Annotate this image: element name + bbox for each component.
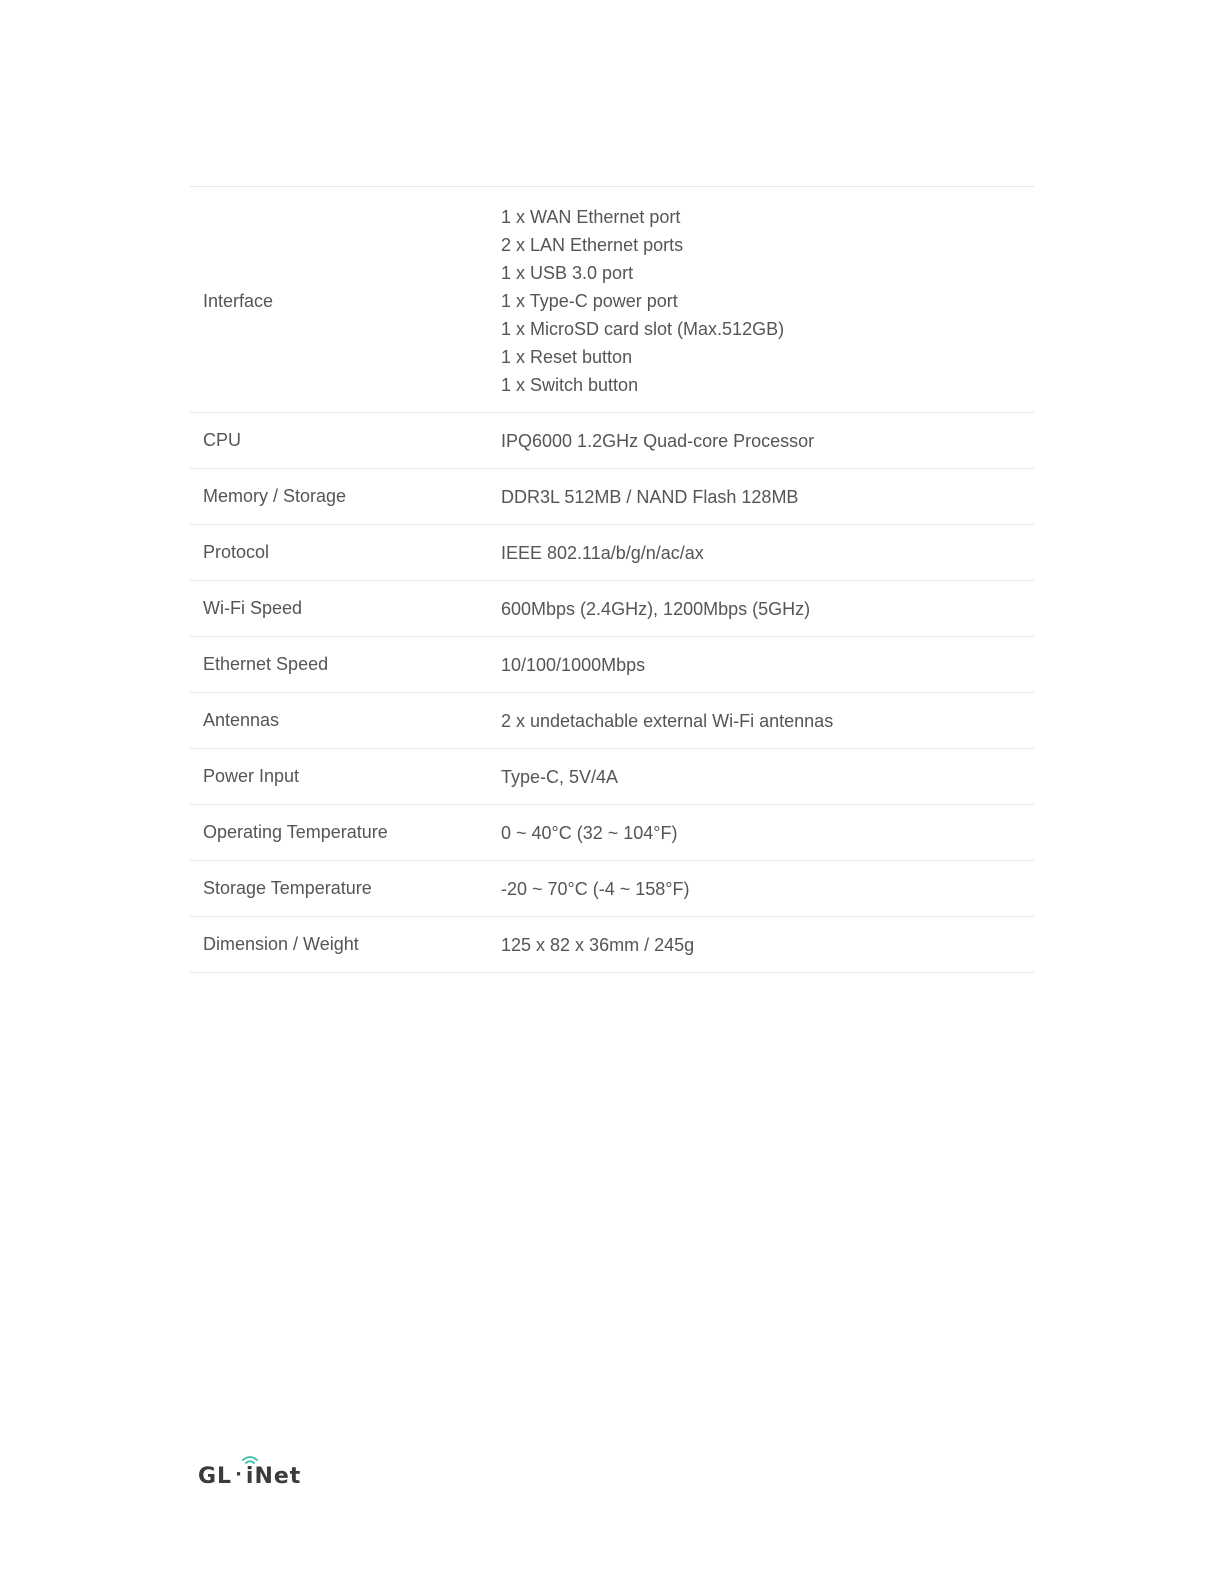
spec-value — [501, 651, 1034, 679]
spec-row-operating-temperature — [190, 805, 1034, 861]
logo-text-i: i — [245, 1464, 255, 1489]
spec-value-line: 0 ~ 40°C (32 ~ 104°F) — [501, 822, 678, 843]
spec-value-line: 1 x WAN Ethernet port — [501, 207, 681, 227]
spec-row-dimension-weight — [190, 917, 1034, 973]
spec-value-line: 1 x Switch button — [501, 375, 639, 395]
spec-value-line: 125 x 82 x 36mm / 245g — [501, 934, 695, 955]
spec-row-ethernet-speed — [190, 637, 1034, 693]
wifi-icon — [242, 1455, 258, 1467]
spec-label: Memory / Storage — [203, 486, 347, 506]
spec-value-line: 1 x Reset button — [501, 347, 633, 367]
spec-row-memory-storage — [190, 469, 1034, 525]
spec-value — [501, 203, 1034, 399]
spec-value — [501, 539, 1034, 567]
logo-text-net: Net — [254, 1464, 302, 1489]
spec-label: CPU — [203, 430, 242, 450]
logo-separator: · — [235, 1464, 243, 1485]
spec-value — [501, 931, 1034, 959]
spec-label: Interface — [203, 290, 274, 311]
spec-label: Antennas — [203, 710, 280, 730]
spec-value-line: DDR3L 512MB / NAND Flash 128MB — [501, 486, 799, 507]
spec-value-line: 1 x MicroSD card slot (Max.512GB) — [501, 319, 785, 339]
spec-label: Wi-Fi Speed — [203, 598, 303, 618]
glinet-logo — [198, 1464, 301, 1489]
spec-value — [501, 483, 1034, 511]
spec-row-wifi-speed — [190, 581, 1034, 637]
spec-label: Dimension / Weight — [203, 934, 359, 954]
spec-row-cpu — [190, 413, 1034, 469]
spec-value — [501, 707, 1034, 735]
spec-value-line: 600Mbps (2.4GHz), 1200Mbps (5GHz) — [501, 598, 811, 619]
logo-i-with-wifi — [246, 1464, 255, 1489]
spec-value — [501, 595, 1034, 623]
spec-value-line: 2 x undetachable external Wi-Fi antennas — [501, 710, 834, 731]
spec-value-line: IPQ6000 1.2GHz Quad-core Processor — [501, 430, 815, 451]
spec-table — [190, 186, 1034, 973]
spec-label: Protocol — [203, 542, 270, 562]
spec-row-power-input — [190, 749, 1034, 805]
spec-value-line: -20 ~ 70°C (-4 ~ 158°F) — [501, 878, 690, 899]
spec-value — [501, 763, 1034, 791]
spec-label: Operating Temperature — [203, 822, 388, 842]
spec-label: Storage Temperature — [203, 878, 372, 898]
spec-row-antennas — [190, 693, 1034, 749]
spec-value-line: Type-C, 5V/4A — [501, 766, 619, 787]
spec-value — [501, 427, 1034, 455]
spec-value — [501, 875, 1034, 903]
logo-text-gl: GL — [198, 1464, 233, 1489]
spec-value-line: IEEE 802.11a/b/g/n/ac/ax — [501, 542, 704, 563]
spec-row-storage-temperature — [190, 861, 1034, 917]
spec-label: Ethernet Speed — [203, 654, 329, 674]
spec-value-line: 2 x LAN Ethernet ports — [501, 235, 684, 255]
spec-value — [501, 819, 1034, 847]
spec-value-line: 1 x USB 3.0 port — [501, 263, 634, 283]
spec-label: Power Input — [203, 766, 300, 786]
spec-value-line: 10/100/1000Mbps — [501, 654, 646, 675]
spec-row-protocol — [190, 525, 1034, 581]
spec-value-line: 1 x Type-C power port — [501, 291, 678, 311]
spec-row-interface — [190, 187, 1034, 413]
